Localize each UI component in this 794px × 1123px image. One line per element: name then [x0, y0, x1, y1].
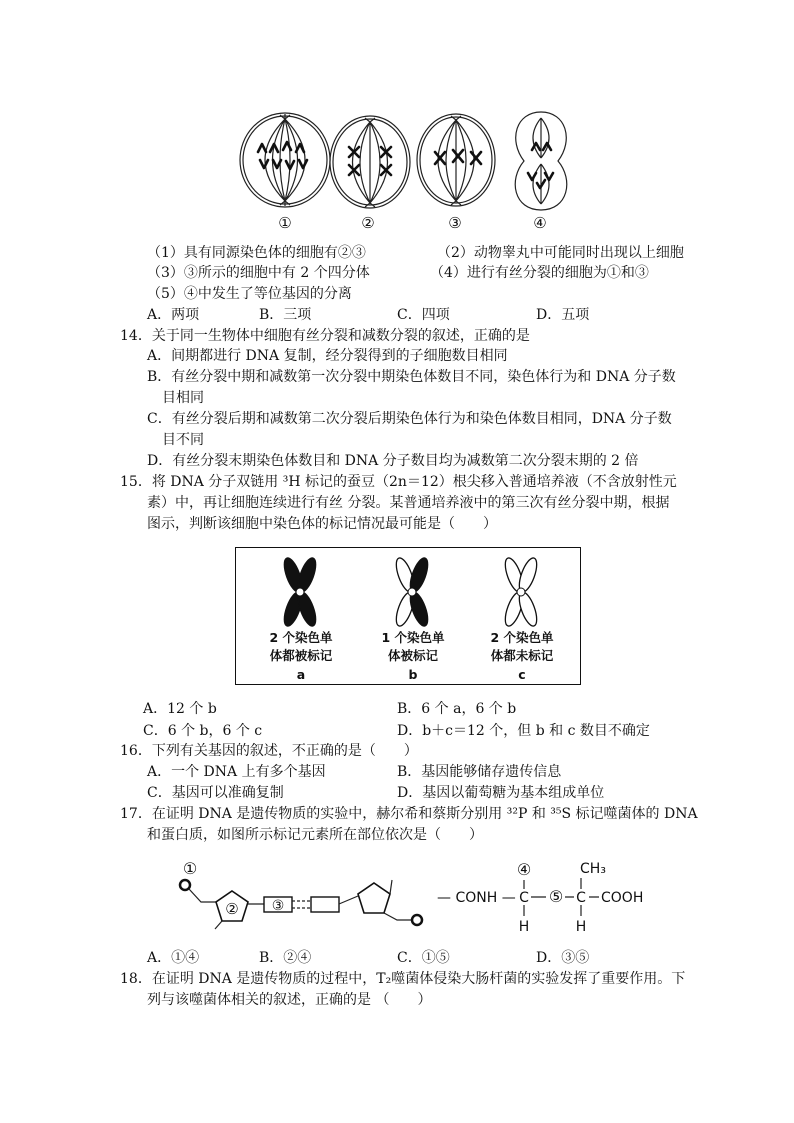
q13-statement-4: （4）进行有丝分裂的细胞为①和③ [430, 265, 649, 281]
q15-option-b: B．6 个 a，6 个 b [397, 701, 517, 717]
cell-division-figure [0, 0, 794, 240]
amide-group: — CONH — [437, 890, 516, 906]
q17-option-b: B．②④ [259, 950, 312, 966]
bond [189, 889, 216, 902]
hydrogen-2: H [575, 919, 587, 935]
chromosome-labeling-figure [235, 547, 581, 685]
q13-statement-2: （2）动物睾丸中可能同时出现以上细胞 [437, 245, 684, 261]
q14-option-b: B．有丝分裂中期和减数第一次分裂中期染色体数目不同，染色体行为和 DNA 分子数 [147, 369, 676, 385]
label-5: ⑤ [548, 887, 564, 906]
q16-option-b: B．基因能够储存遗传信息 [397, 764, 562, 780]
q13-statement-1: （1）具有同源染色体的细胞有②③ [147, 245, 366, 261]
deoxyribose-pentagon-partner [358, 883, 390, 913]
spindle-fibers [353, 122, 388, 203]
q13-option-a: A．两项 [147, 307, 200, 323]
q17-stem-line-2: 和蛋白质，如图所示标记元素所在部位依次是（ ） [147, 827, 483, 843]
cell-2-diagram [330, 116, 410, 208]
alpha-carbon-1: C [519, 890, 529, 906]
q14-option-c: C．有丝分裂后期和减数第二次分裂后期染色体行为和染色体数目相同，DNA 分子数 [147, 411, 672, 427]
cell-label-4: ④ [533, 214, 547, 232]
q14-option-c-cont: 目不同 [162, 432, 204, 448]
nucleotide-aminoacid-figure [0, 840, 794, 950]
caption-b-line-2: 体被标记 [387, 648, 438, 663]
q14-option-b-cont: 目相同 [162, 390, 204, 406]
q17-option-d: D．③⑤ [536, 950, 590, 966]
caption-a-line-2: 体都被标记 [269, 648, 333, 663]
q17-option-a: A．①④ [147, 950, 200, 966]
caption-c-line-2: 体都未标记 [490, 648, 554, 663]
phosphate-group [180, 880, 190, 890]
caption-a-letter: a [296, 667, 306, 682]
cell-membrane [240, 113, 330, 207]
q15-option-a: A．12 个 b [143, 701, 217, 717]
q15-option-c: C．6 个 b，6 个 c [143, 723, 263, 739]
caption-c-letter: c [518, 667, 526, 682]
cell-label-2: ② [361, 214, 375, 232]
cell-membrane-inner [243, 116, 327, 204]
cell-3-diagram [417, 114, 495, 206]
q13-statement-5: （5）④中发生了等位基因的分离 [147, 286, 352, 302]
caption-c-line-1: 2 个染色单 [490, 630, 554, 645]
methyl-group: CH₃ [580, 861, 606, 877]
cell-label-1: ① [278, 214, 292, 232]
label-4: ④ [516, 860, 532, 879]
chromosome-b [392, 555, 431, 627]
base-box-partner [311, 897, 339, 912]
chromosome-a [280, 555, 319, 627]
q16-option-d: D．基因以葡萄糖为基本组成单位 [397, 785, 605, 801]
q13-option-c: C．四项 [397, 307, 450, 323]
q13-option-d: D．五项 [536, 307, 590, 323]
q15-option-d: D．b＋c＝12 个，但 b 和 c 数目不确定 [397, 723, 650, 739]
carboxyl-group: COOH [601, 890, 644, 906]
q14-option-d: D．有丝分裂末期染色体数目和 DNA 分子数目均为减数第二次分裂末期的 2 倍 [147, 453, 639, 469]
label-3: ③ [271, 898, 285, 914]
q14-stem: 14．关于同一生物体中细胞有丝分裂和减数分裂的叙述，正确的是 [120, 328, 530, 344]
hydrogen-1: H [518, 919, 530, 935]
q18-stem-line-1: 18．在证明 DNA 是遗传物质的过程中，T₂噬菌体侵染大肠杆菌的实验发挥了重要作用。下 [120, 971, 686, 987]
hydrogen-bonds [292, 901, 311, 908]
q16-option-c: C．基因可以准确复制 [147, 785, 284, 801]
nucleotide-chain [180, 859, 422, 929]
q16-option-a: A．一个 DNA 上有多个基因 [147, 764, 326, 780]
q17-option-c: C．①⑤ [397, 950, 450, 966]
q13-option-b: B．三项 [259, 307, 312, 323]
centromere [296, 588, 304, 596]
q15-stem-line-3: 图示，判断该细胞中染色体的标记情况最可能是（ ） [147, 516, 497, 532]
chromosomes-metaphase [435, 150, 481, 164]
cell-1-diagram [240, 113, 330, 207]
chromosome-c [501, 555, 540, 627]
phosphate-group-partner [412, 915, 422, 925]
q15-stem-line-2: 素）中，再让细胞连续进行有丝 分裂。某普通培养液中的第三次有丝分裂中期，根据 [147, 495, 670, 511]
cell-4-diagram [515, 112, 567, 210]
q15-stem-line-1: 15．将 DNA 分子双链用 ³H 标记的蚕豆（2n＝12）根尖移入普通培养液（不含放射性元 [120, 474, 677, 490]
centromere [408, 588, 416, 596]
centromere [517, 588, 525, 596]
amino-acid-chain [437, 860, 643, 935]
q18-stem-line-2: 列与该噬菌体相关的叙述，正确的是 （ ） [147, 992, 432, 1008]
cell-label-3: ③ [448, 214, 462, 232]
spindle-fibers [533, 118, 549, 204]
q17-stem-line-1: 17．在证明 DNA 是遗传物质的实验中，赫尔希和蔡斯分别用 ³²P 和 ³⁵S 标记噬菌体的 DNA [120, 806, 698, 822]
label-1: ① [182, 859, 198, 878]
caption-b-letter: b [408, 667, 418, 682]
q16-stem: 16．下列有关基因的叙述，不正确的是（ ） [120, 743, 418, 759]
caption-a-line-1: 2 个染色单 [269, 630, 333, 645]
alpha-carbon-2: C [576, 890, 586, 906]
caption-b-line-1: 1 个染色单 [381, 630, 445, 645]
chromosomes-lower [260, 160, 307, 169]
bond [339, 896, 358, 904]
q13-statement-3: （3）③所示的细胞中有 2 个四分体 [147, 265, 370, 281]
label-2: ② [225, 900, 239, 918]
q14-option-a: A．间期都进行 DNA 复制，经分裂得到的子细胞数目相同 [147, 348, 508, 364]
